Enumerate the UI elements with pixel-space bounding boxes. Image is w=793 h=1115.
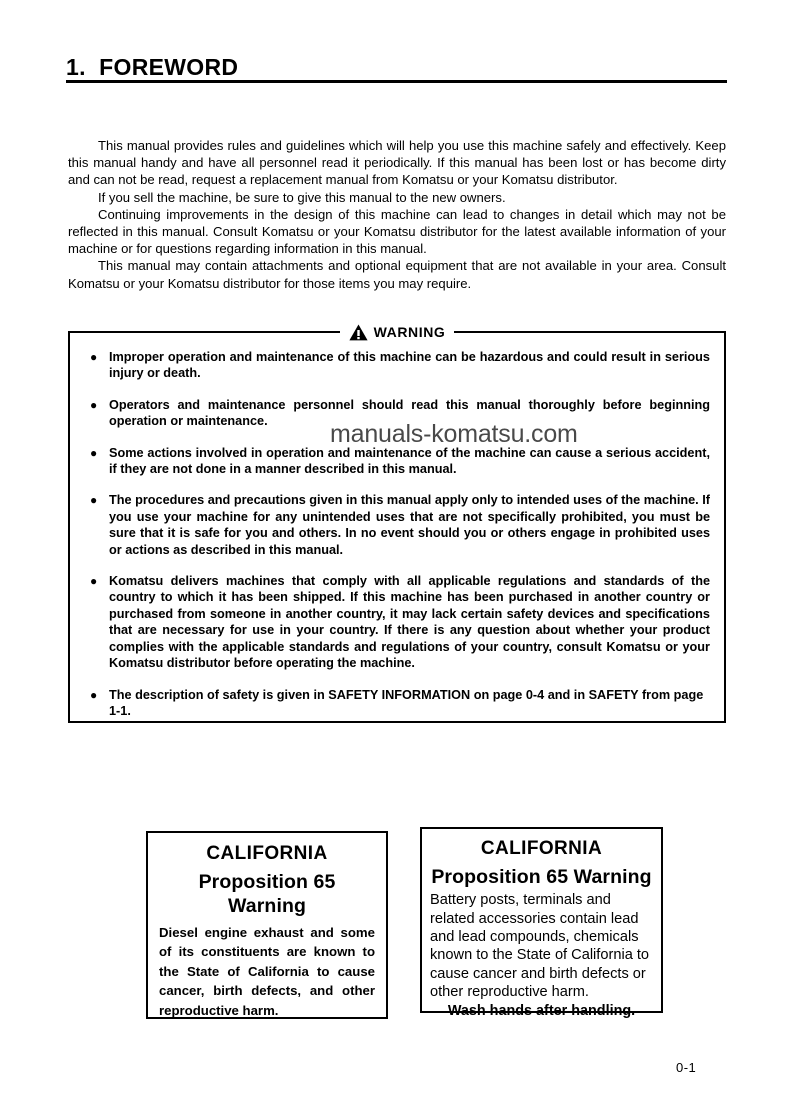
intro-paragraphs	[68, 137, 726, 292]
intro-paragraph: This manual provides rules and guidelines which will help you use this machine safely and effectively. Keep this manual handy and have all personnel read it periodically. If this manual has been lost or has become dirty and can not be read, request a replacement manual from Komatsu or your Komatsu distributor.	[68, 138, 726, 188]
california-prop65-box-diesel	[146, 831, 388, 1019]
warning-list-item	[88, 349, 710, 382]
warning-list-item	[88, 573, 710, 671]
california-title: CALIFORNIA	[480, 838, 603, 859]
intro-paragraph: If you sell the machine, be sure to give this manual to the new owners.	[98, 189, 506, 205]
warning-triangle-icon	[349, 324, 368, 341]
warning-item-text: Some actions involved in operation and maintenance of the machine can cause a serious accident, if they are not done in a manner described in this manual.	[109, 445, 710, 477]
bullet-icon: ●	[90, 445, 98, 460]
california-body-text: Diesel engine exhaust and some of its constituents are known to the State of California to cause cancer, birth defects, and other reproductive harm.	[159, 924, 375, 1018]
california-footer-text: Wash hands after handling.	[447, 1002, 636, 1019]
intro-paragraph: This manual may contain attachments and optional equipment that are not available in your area. Consult Komatsu or your Komatsu distributor for those items you may require.	[68, 258, 726, 291]
bullet-icon: ●	[90, 687, 98, 702]
warning-list-item	[88, 687, 710, 720]
bullet-icon: ●	[90, 493, 98, 508]
warning-box-legend	[70, 322, 724, 342]
warning-item-list	[88, 349, 710, 719]
warning-list-item	[88, 492, 710, 558]
california-prop65-box-battery	[420, 827, 663, 1019]
bullet-icon: ●	[90, 397, 98, 412]
california-body-text: Battery posts, terminals and related accessories contain lead and lead compounds, chemicals known to the State of California to cause cancer and birth defects or other reproductive harm.	[430, 892, 650, 1001]
warning-label: WARNING	[373, 324, 446, 340]
warning-item-text: Improper operation and maintenance of this machine can be hazardous and could result in serious injury or death.	[109, 350, 710, 381]
warning-list-item	[88, 445, 710, 478]
bullet-icon: ●	[90, 350, 98, 364]
page-number: 0-1	[676, 1060, 697, 1075]
warning-item-text: Operators and maintenance personnel should read this manual thoroughly before beginning operation or maintenance.	[109, 397, 710, 429]
page-title: 1. FOREWORD	[66, 54, 239, 80]
site-watermark: manuals-komatsu.com	[330, 420, 578, 448]
chapter-header	[66, 56, 727, 83]
warning-item-text: The description of safety is given in SAFETY INFORMATION on page 0-4 and in SAFETY from page 1-1.	[109, 687, 704, 718]
warning-box	[68, 324, 726, 723]
california-subtitle: Proposition 65 Warning	[431, 865, 652, 888]
california-subtitle: Proposition 65 Warning	[198, 870, 336, 918]
bullet-icon: ●	[90, 574, 98, 589]
california-title: CALIFORNIA	[206, 843, 328, 864]
intro-paragraph: Continuing improvements in the design of this machine can lead to changes in detail which may not be reflected in this manual. Consult Komatsu or your Komatsu distributor for the latest available information of your machine or for questions regarding information in this manual.	[68, 206, 726, 257]
warning-item-text: The procedures and precautions given in this manual apply only to intended uses of the machine. If you use your machine for any unintended uses that are not specifically prohibited, you must be sure that it is safe for you and others. In no event should you or others engage in prohibited uses or actions as described in this manual.	[109, 493, 710, 557]
warning-item-text: Komatsu delivers machines that comply with all applicable regulations and standards of the country to which it has been shipped. If this machine has been purchased in another country or purchased from someone in another country, it may lack certain safety devices and specifications that are necessary for use in your country. If there is any question about whether your product complies with the applicable standards and regulations of your country, consult Komatsu or your Komatsu distributor before operating the machine.	[109, 574, 710, 671]
